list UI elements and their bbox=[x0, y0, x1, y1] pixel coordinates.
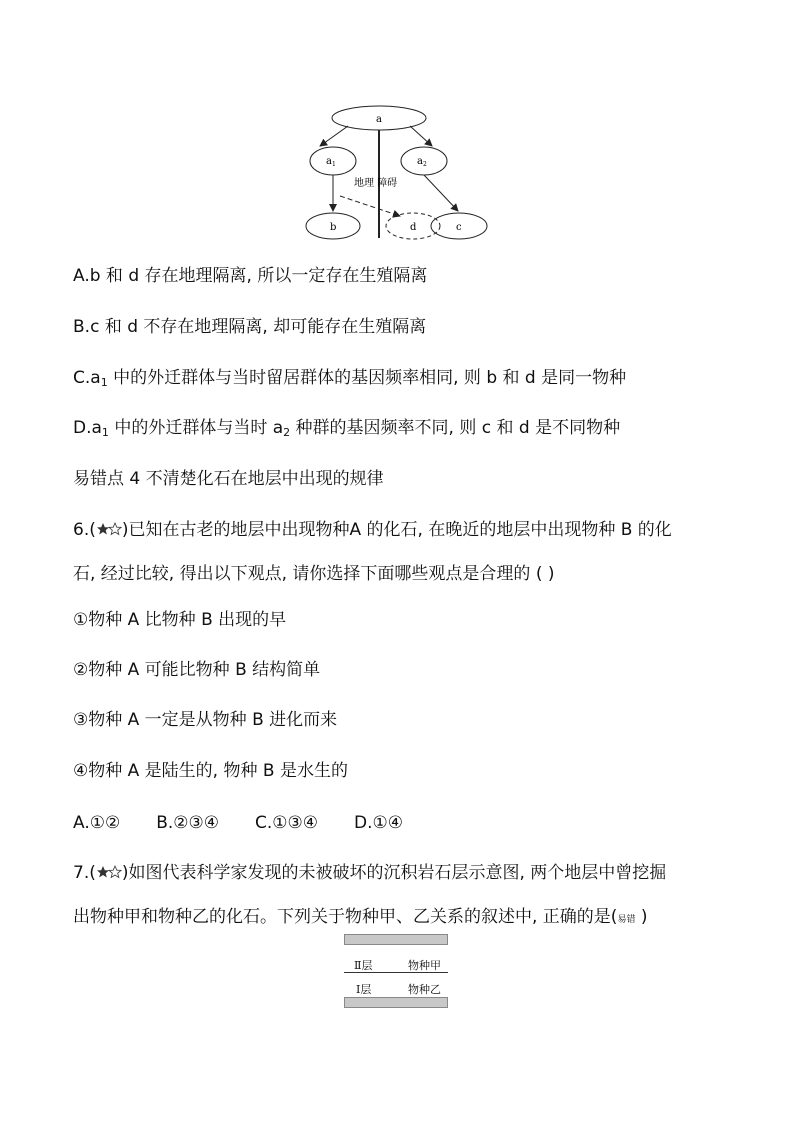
strata-figure bbox=[344, 934, 448, 1010]
node-d-label: d bbox=[410, 222, 417, 233]
error-prone-tag: 易错 bbox=[617, 915, 636, 925]
q5-option-d-sub: 1 bbox=[101, 426, 109, 439]
q6-statement-2: ②物种 A 可能比物种 B 结构简单 bbox=[73, 660, 321, 680]
q5-option-c-pre: C.a bbox=[73, 368, 101, 388]
svg-text:a1 bbox=[326, 156, 336, 168]
q7-number: 7.( bbox=[73, 863, 96, 883]
q5-option-c bbox=[73, 367, 626, 394]
q6-option-b: B.②③④ bbox=[156, 813, 220, 833]
node-b-label: b bbox=[330, 222, 337, 233]
q6-stem-line2: 石, 经过比较, 得出以下观点, 请你选择下面哪些观点是合理的 ( ) bbox=[73, 564, 555, 584]
arrow-a-to-a1 bbox=[320, 126, 348, 146]
section-heading: 易错点 4 不清楚化石在地层中出现的规律 bbox=[73, 469, 384, 489]
node-a-label: a bbox=[376, 114, 382, 125]
dashed-arrow-a1-to-d bbox=[340, 196, 400, 216]
q6-stem-text1: )已知在古老的地层中出现物种A 的化石, 在晚近的地层中出现物种 B 的化 bbox=[121, 520, 672, 540]
barrier-label: 地理 障碍 bbox=[354, 178, 398, 189]
strata-top-bar bbox=[344, 934, 448, 945]
node-a2-label: a bbox=[417, 156, 423, 167]
layer-1-species: 物种乙 bbox=[408, 983, 441, 996]
q7-stem-line1 bbox=[73, 862, 666, 884]
node-c-label: c bbox=[456, 222, 462, 233]
q5-option-d-post: 种群的基因频率不同, 则 c 和 d 是不同物种 bbox=[290, 418, 621, 438]
q5-option-c-sub: 1 bbox=[100, 376, 108, 389]
q6-stem-line1 bbox=[73, 519, 672, 541]
q5-option-b: B.c 和 d 不存在地理隔离, 却可能存在生殖隔离 bbox=[73, 317, 427, 337]
q7-stem-line2 bbox=[73, 906, 648, 931]
layer-2-label: Ⅱ层 bbox=[354, 959, 373, 972]
q6-statement-3: ③物种 A 一定是从物种 B 进化而来 bbox=[73, 710, 338, 730]
q7-stem-close: ) bbox=[635, 907, 648, 927]
node-a1-sub: 1 bbox=[331, 161, 336, 168]
difficulty-stars-icon bbox=[96, 863, 122, 877]
q5-option-d-sub2: 2 bbox=[283, 426, 291, 439]
q5-option-d-mid: 中的外迁群体与当时 a bbox=[108, 418, 284, 438]
q6-option-c: C.①③④ bbox=[255, 813, 319, 833]
speciation-diagram bbox=[0, 0, 794, 260]
q7-stem-text1: )如图代表科学家发现的未被破坏的沉积岩石层示意图, 两个地层中曾挖掘 bbox=[121, 863, 667, 883]
q6-statement-1: ①物种 A 比物种 B 出现的早 bbox=[73, 610, 287, 630]
difficulty-stars-icon bbox=[96, 520, 122, 534]
node-a2-sub: 2 bbox=[422, 161, 427, 168]
layer-1-label: Ⅰ层 bbox=[356, 983, 372, 996]
node-a1-label: a bbox=[326, 156, 332, 167]
q5-option-d-pre: D.a bbox=[73, 418, 102, 438]
q7-stem-text2: 出物种甲和物种乙的化石。下列关于物种甲、乙关系的叙述中, 正确的是( bbox=[73, 907, 618, 927]
q6-option-d: D.①④ bbox=[354, 813, 403, 833]
q6-option-a: A.①② bbox=[73, 813, 121, 833]
strata-layer-1 bbox=[344, 978, 448, 998]
strata-bottom-bar bbox=[344, 997, 448, 1008]
strata-layer-2 bbox=[344, 954, 448, 974]
strata-divider bbox=[344, 972, 448, 973]
layer-2-species: 物种甲 bbox=[408, 959, 441, 972]
q6-options bbox=[73, 812, 439, 834]
q5-option-a: A.b 和 d 存在地理隔离, 所以一定存在生殖隔离 bbox=[73, 266, 428, 286]
q5-option-c-post: 中的外迁群体与当时留居群体的基因频率相同, 则 b 和 d 是同一物种 bbox=[107, 368, 627, 388]
q5-option-d bbox=[73, 417, 620, 444]
arrow-a-to-a2 bbox=[410, 126, 432, 146]
q6-number: 6.( bbox=[73, 520, 96, 540]
arrow-a2-to-c bbox=[424, 175, 458, 211]
q6-statement-4: ④物种 A 是陆生的, 物种 B 是水生的 bbox=[73, 761, 348, 781]
svg-text:a2 bbox=[417, 156, 427, 168]
